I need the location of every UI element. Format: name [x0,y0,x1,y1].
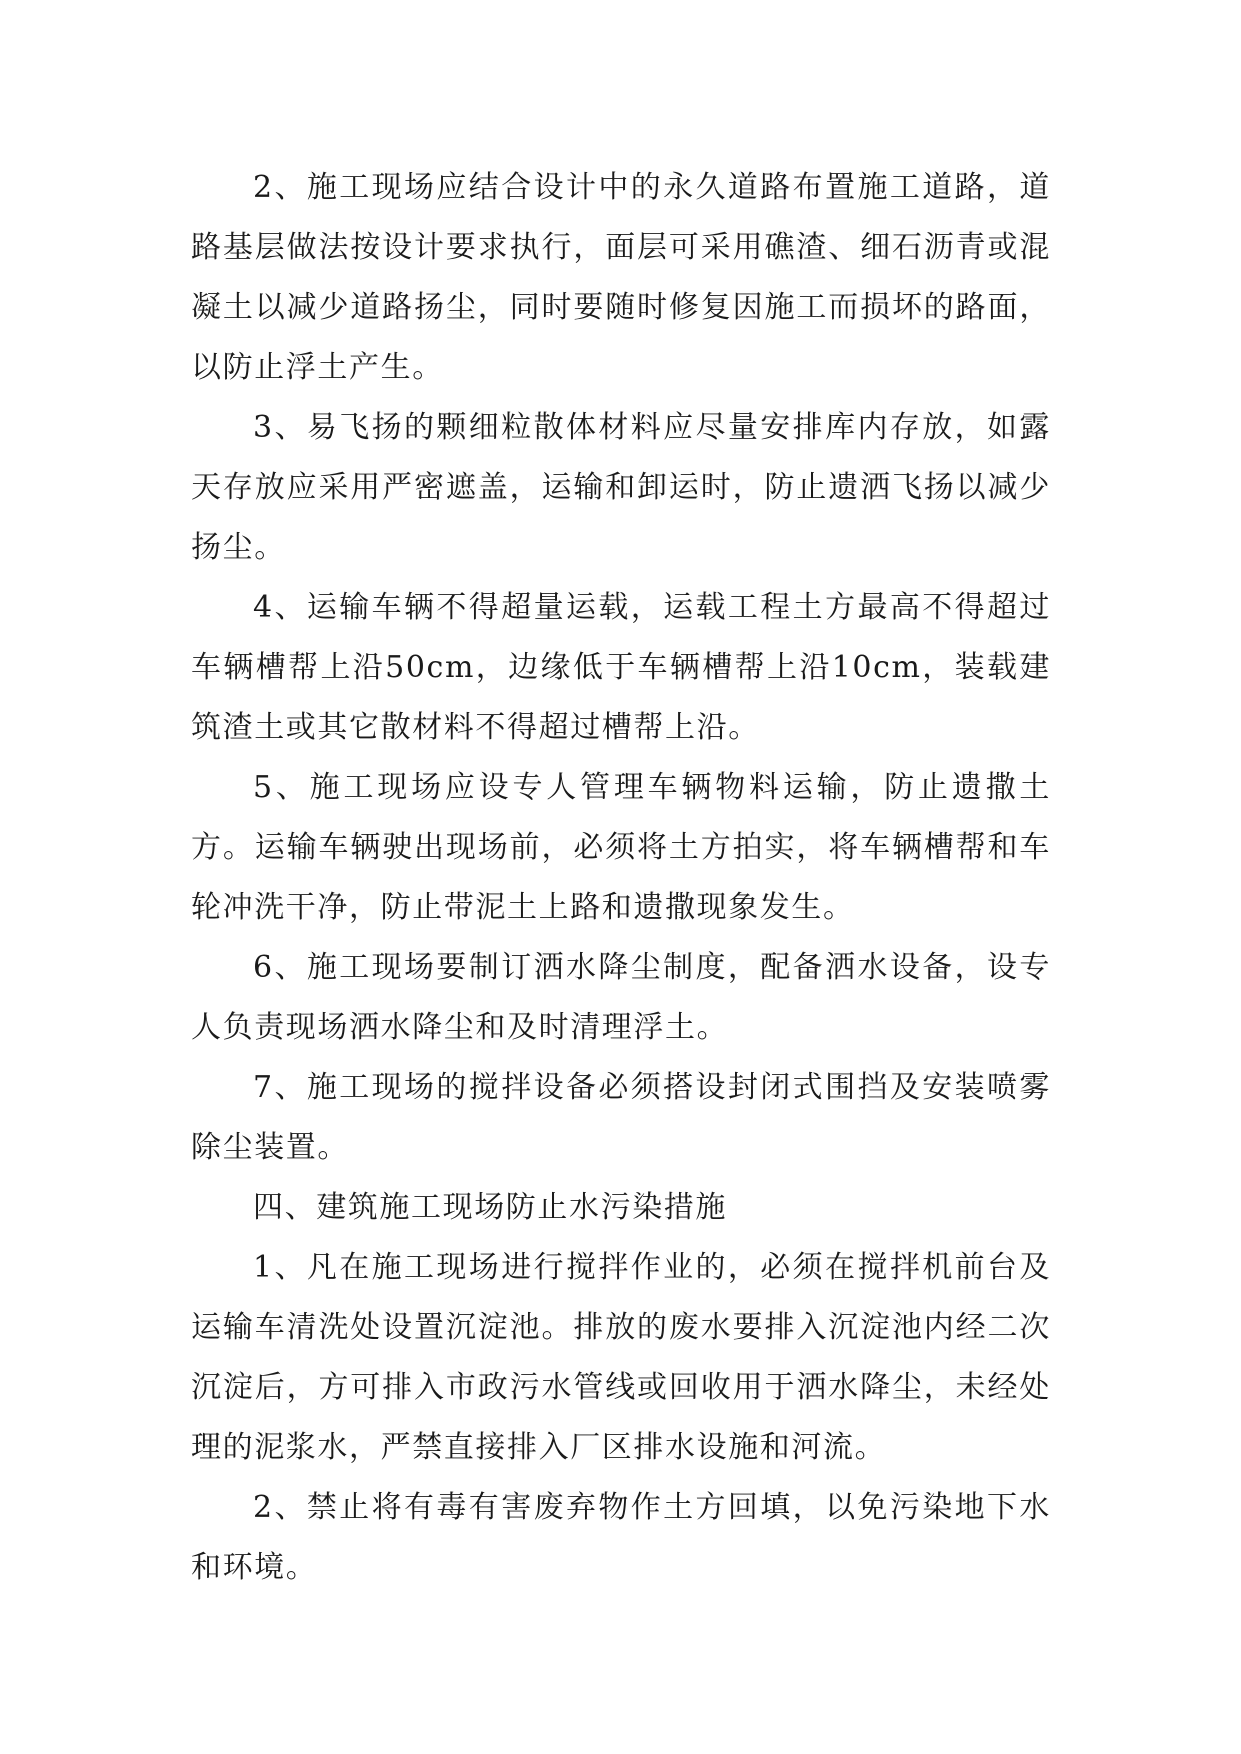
document-body [191,158,1051,1598]
paragraph-vehicle-load: 4、运输车辆不得超量运载，运载工程土方最高不得超过车辆槽帮上沿50cm，边缘低于车辆槽帮上沿10cm，装载建筑渣土或其它散材料不得超过槽帮上沿。 [191,590,1051,745]
paragraph-road: 2、施工现场应结合设计中的永久道路布置施工道路，道路基层做法按设计要求执行，面层可采用礁渣、细石沥青或混凝土以减少道路扬尘，同时要随时修复因施工而损坏的路面，以防止浮土产生。 [191,170,1051,385]
paragraph-mixing-equipment: 7、施工现场的搅拌设备必须搭设封闭式围挡及安装喷雾除尘装置。 [191,1070,1051,1165]
paragraph-storage: 3、易飞扬的颗细粒散体材料应尽量安排库内存放，如露天存放应采用严密遮盖，运输和卸运时，防止遗洒飞扬以减少扬尘。 [191,410,1051,565]
section-heading: 四、建筑施工现场防止水污染措施 [253,1190,727,1225]
paragraph-hazardous-waste: 2、禁止将有毒有害废弃物作土方回填，以免污染地下水和环境。 [191,1490,1051,1585]
paragraph-sedimentation: 1、凡在施工现场进行搅拌作业的，必须在搅拌机前台及运输车清洗处设置沉淀池。排放的废水要排入沉淀池内经二次沉淀后，方可排入市政污水管线或回收用于洒水降尘，未经处理的泥浆水，严禁直接排入厂区排水设施和河流。 [191,1250,1051,1465]
paragraph-vehicle-cleaning: 5、施工现场应设专人管理车辆物料运输，防止遗撒土方。运输车辆驶出现场前，必须将土方拍实，将车辆槽帮和车轮冲洗干净，防止带泥土上路和遗撒现象发生。 [191,770,1051,925]
paragraph-sprinkling: 6、施工现场要制订洒水降尘制度，配备洒水设备，设专人负责现场洒水降尘和及时清理浮土。 [191,950,1051,1045]
